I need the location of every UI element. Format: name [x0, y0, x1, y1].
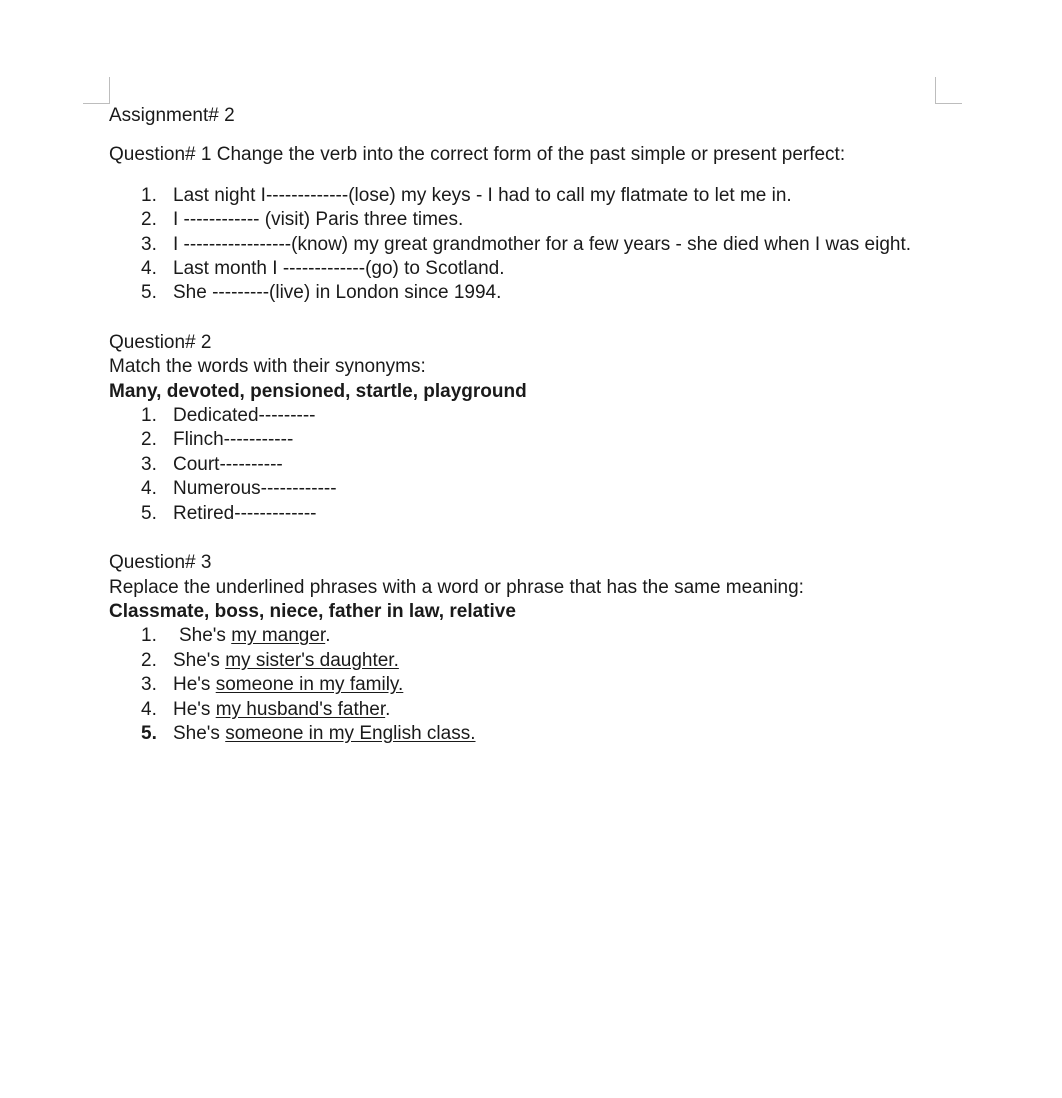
list-number: 3. [141, 233, 157, 255]
list-number: 5. [141, 502, 157, 524]
question-2-word-bank: Many, devoted, pensioned, startle, playground [109, 380, 527, 402]
list-item-text: Flinch----------- [173, 429, 294, 451]
question-3-heading: Question# 3 [109, 552, 212, 574]
list-item [109, 673, 959, 697]
list-item-text: Dedicated--------- [173, 405, 316, 427]
list-item [109, 184, 959, 208]
list-item-prefix: She's [179, 625, 232, 647]
list-item [109, 257, 959, 281]
list-item-text: I -----------------(know) my great grandmother for a few years - she died when I was eight. [173, 233, 912, 255]
list-item [109, 502, 959, 526]
list-number: 4. [141, 478, 157, 500]
list-item-text: I ------------ (visit) Paris three times. [173, 209, 464, 231]
list-item-prefix: He's [173, 698, 216, 720]
question-3-list [109, 624, 959, 746]
underlined-phrase: my manger [231, 625, 326, 647]
page-corner-mark-top-left [83, 77, 110, 104]
underlined-phrase: my sister's daughter. [225, 649, 399, 671]
question-2-heading: Question# 2 [109, 331, 212, 353]
list-item [109, 477, 959, 501]
list-number: 1. [141, 625, 157, 647]
underlined-phrase: my husband's father [215, 698, 386, 720]
list-number: 5. [141, 722, 157, 744]
list-item [109, 233, 933, 257]
list-item-text: Court---------- [173, 453, 283, 475]
list-item [109, 281, 959, 305]
list-item-prefix: She's [173, 649, 226, 671]
question-3-word-bank: Classmate, boss, niece, father in law, relative [109, 600, 516, 622]
list-item-text: Last night I-------------(lose) my keys - I had to call my flatmate to let me in. [173, 184, 792, 206]
question-2-instruction: Match the words with their synonyms: [109, 356, 426, 378]
list-item-suffix: . [325, 625, 331, 647]
list-item [109, 453, 959, 477]
list-item-text: She ---------(live) in London since 1994. [173, 282, 502, 304]
list-number: 2. [141, 429, 157, 451]
list-item [109, 698, 959, 722]
question-2-list [109, 404, 959, 526]
document-title: Assignment# 2 [109, 105, 235, 126]
list-number: 2. [141, 209, 157, 231]
list-item [109, 208, 959, 232]
list-number: 5. [141, 282, 157, 304]
list-item [109, 428, 959, 452]
list-item [109, 722, 959, 746]
underlined-phrase: someone in my English class. [225, 722, 476, 744]
list-number: 2. [141, 649, 157, 671]
list-item [109, 404, 959, 428]
document-page [109, 104, 959, 746]
list-item-prefix: She's [173, 722, 226, 744]
list-item [109, 624, 959, 648]
question-1-heading: Question# 1 Change the verb into the correct form of the past simple or present perfect: [109, 144, 846, 166]
list-number: 3. [141, 453, 157, 475]
list-item-prefix: He's [173, 674, 216, 696]
question-1-list [109, 184, 959, 306]
list-number: 3. [141, 674, 157, 696]
list-number: 1. [141, 405, 157, 427]
list-item [109, 649, 959, 673]
list-item-text: Numerous------------ [173, 478, 337, 500]
list-number: 4. [141, 698, 157, 720]
list-item-text: Retired------------- [173, 502, 317, 524]
question-3-instruction: Replace the underlined phrases with a word or phrase that has the same meaning: [109, 576, 804, 598]
list-item-suffix: . [385, 698, 391, 720]
list-number: 4. [141, 258, 157, 280]
underlined-phrase: someone in my family. [215, 674, 404, 696]
list-number: 1. [141, 184, 157, 206]
list-item-text: Last month I -------------(go) to Scotland. [173, 258, 505, 280]
page-corner-mark-top-right [935, 77, 962, 104]
